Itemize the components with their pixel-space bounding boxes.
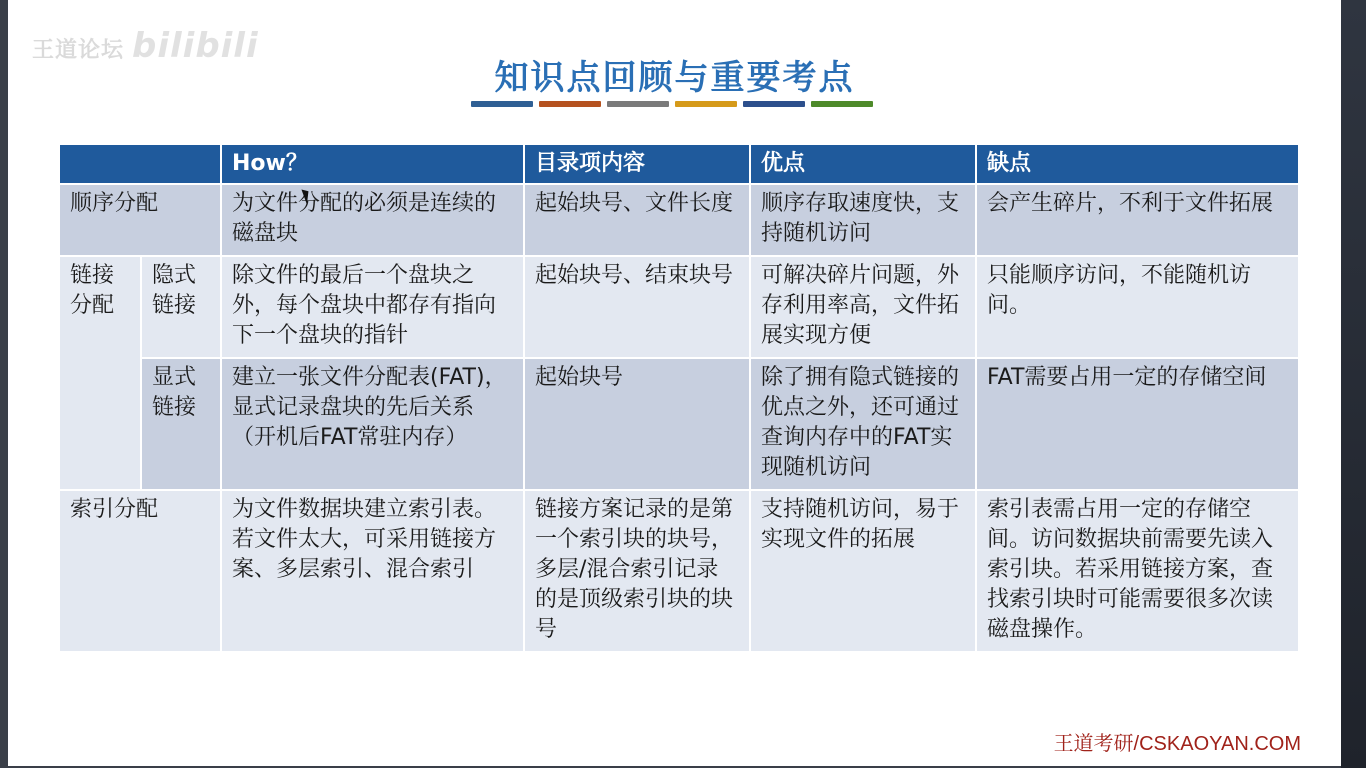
header-cell-cons: 缺点 (976, 144, 1299, 184)
cell-directory: 起始块号 (524, 358, 750, 490)
cell-directory: 起始块号、结束块号 (524, 256, 750, 358)
slide-title: 知识点回顾与重要考点 (494, 58, 855, 98)
title-bar (675, 101, 737, 107)
title-bar (607, 101, 669, 107)
cell-how: 建立一张文件分配表(FAT)，显式记录盘块的先后关系（开机后FAT常驻内存） (221, 358, 524, 490)
table-row-index (59, 490, 1299, 652)
row-label-implicit: 隐式链接 (141, 256, 221, 358)
row-label-index: 索引分配 (59, 490, 221, 652)
header-cell-method (59, 144, 221, 184)
cell-cons: 索引表需占用一定的存储空间。访问数据块前需要先读入索引块。若采用链接方案，查找索引块时可能需要很多次读磁盘操作。 (976, 490, 1299, 652)
cell-directory: 链接方案记录的是第一个索引块的块号，多层/混合索引记录的是顶级索引块的块号 (524, 490, 750, 652)
slide (8, 0, 1341, 766)
header-cell-how: How？ (221, 144, 524, 184)
bilibili-logo: bilibili (132, 26, 259, 66)
header-cell-pros: 优点 (750, 144, 976, 184)
allocation-summary-table (58, 143, 1300, 653)
table-row-sequential (59, 184, 1299, 256)
cell-how: 除文件的最后一个盘块之外，每个盘块中都存有指向下一个盘块的指针 (221, 256, 524, 358)
row-label-sequential: 顺序分配 (59, 184, 221, 256)
cell-pros: 顺序存取速度快，支持随机访问 (750, 184, 976, 256)
table-row-explicit-link (59, 358, 1299, 490)
cell-pros: 除了拥有隐式链接的优点之外，还可通过查询内存中的FAT实现随机访问 (750, 358, 976, 490)
title-bar (811, 101, 873, 107)
title-underline-bars (471, 101, 873, 107)
cell-pros: 支持随机访问，易于实现文件的拓展 (750, 490, 976, 652)
row-label-explicit: 显式链接 (141, 358, 221, 490)
cell-cons: FAT需要占用一定的存储空间 (976, 358, 1299, 490)
header-cell-directory: 目录项内容 (524, 144, 750, 184)
cell-directory: 起始块号、文件长度 (524, 184, 750, 256)
cell-how: 为文件数据块建立索引表。若文件太大，可采用链接方案、多层索引、混合索引 (221, 490, 524, 652)
title-bar (471, 101, 533, 107)
cell-cons: 会产生碎片，不利于文件拓展 (976, 184, 1299, 256)
table-row-implicit-link (59, 256, 1299, 358)
cell-pros: 可解决碎片问题，外存利用率高，文件拓展实现方便 (750, 256, 976, 358)
watermark-text: 王道论坛 (32, 38, 125, 63)
cell-how: 为文件分配的必须是连续的磁盘块 (221, 184, 524, 256)
title-bar (743, 101, 805, 107)
table-header-row (59, 144, 1299, 184)
title-bar (539, 101, 601, 107)
cell-cons: 只能顺序访问，不能随机访问。 (976, 256, 1299, 358)
row-label-linked: 链接分配 (59, 256, 141, 490)
window-frame (1341, 0, 1366, 768)
footer-brand: 王道考研/CSKAOYAN.COM (1053, 733, 1301, 755)
